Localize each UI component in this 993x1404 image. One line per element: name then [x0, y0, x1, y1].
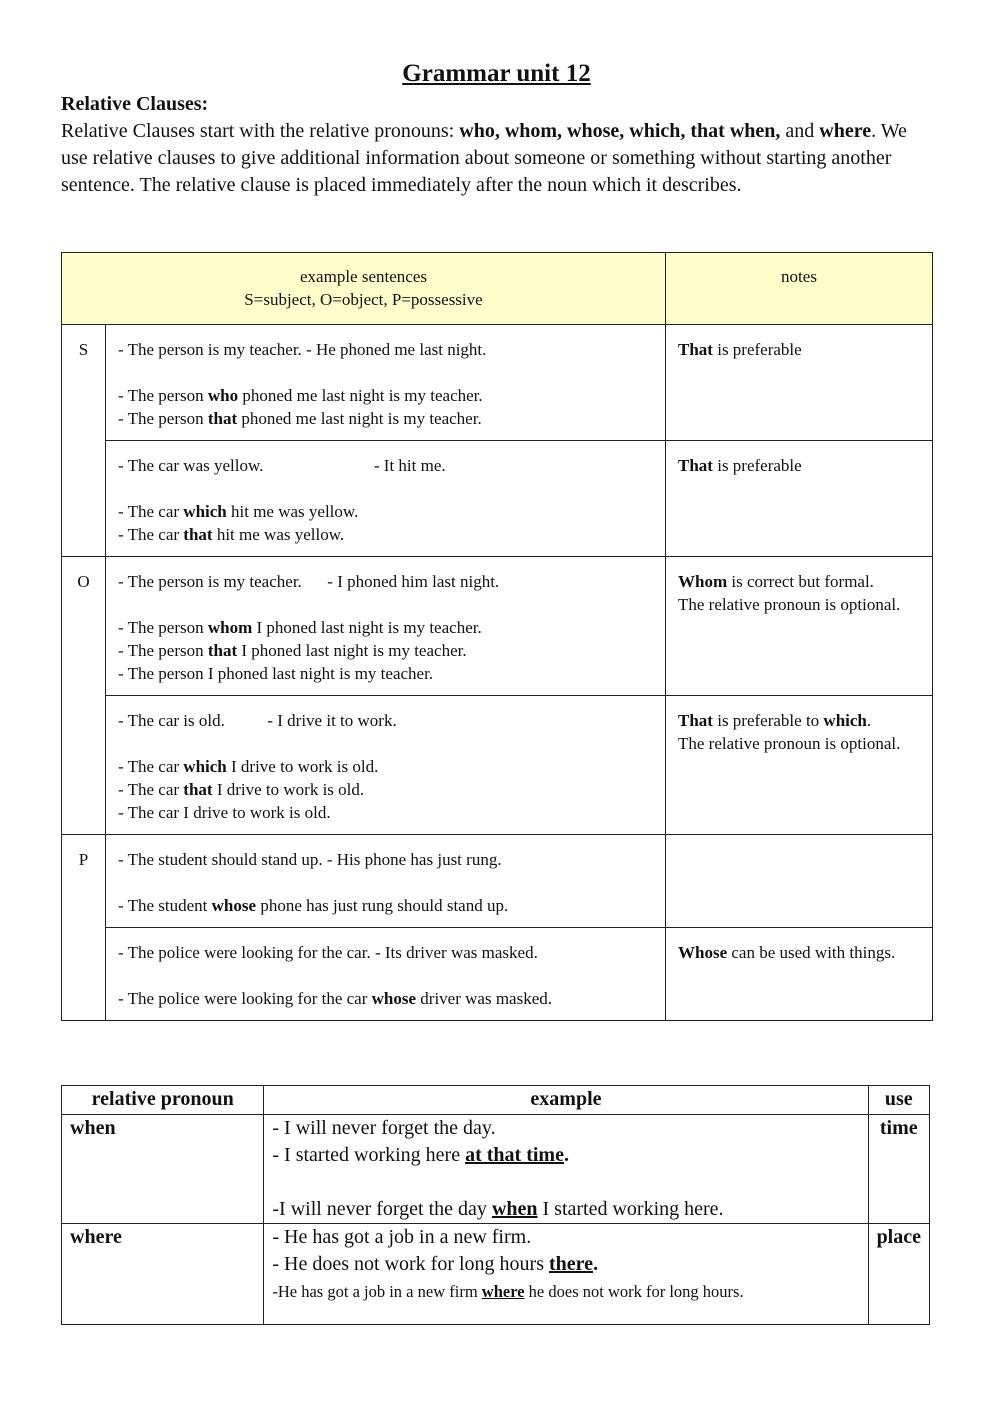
pronoun-cell: when [62, 1115, 264, 1224]
pronoun-usage-table [61, 1085, 930, 1325]
example-line: - The car I drive to work is old. [118, 803, 331, 822]
example-cell [106, 696, 666, 835]
example-line: -I will never forget the day when I started working here. [272, 1198, 724, 1220]
source-sentences: - The car is old. - I drive it to work. [118, 711, 397, 730]
clause-type-code: P [62, 835, 106, 1021]
clause-type-code: S [62, 325, 106, 557]
header-example: example [264, 1086, 868, 1115]
example-line: - I will never forget the day. [272, 1117, 496, 1139]
examples-header-legend: S=subject, O=object, P=possessive [244, 290, 483, 309]
example-cell [106, 325, 666, 441]
table-row [62, 835, 933, 928]
example-line: -He has got a job in a new firm where he does not work for long hours. [272, 1282, 744, 1301]
table-row [62, 1115, 930, 1224]
example-cell [106, 557, 666, 696]
source-sentences: - The person is my teacher. - He phoned me last night. [118, 340, 487, 359]
example-line: - The car that hit me was yellow. [118, 525, 345, 544]
note-cell [666, 835, 933, 928]
table-row [62, 928, 933, 1021]
intro-paragraph [61, 118, 931, 199]
table-row [62, 325, 933, 441]
example-cell [264, 1224, 868, 1325]
table-row [62, 1224, 930, 1325]
header-use: use [868, 1086, 929, 1115]
source-sentences: - The police were looking for the car. - Its driver was masked. [118, 943, 538, 962]
note-cell: Whom is correct but formal. The relative pronoun is optional. [666, 557, 933, 696]
example-line: - The person whom I phoned last night is my teacher. [118, 618, 482, 637]
example-line: - He does not work for long hours there. [272, 1253, 599, 1275]
example-line: - The car that I drive to work is old. [118, 780, 365, 799]
examples-table-header [62, 253, 933, 325]
example-cell [106, 441, 666, 557]
example-line: - The person I phoned last night is my teacher. [118, 664, 434, 683]
source-sentences: - The person is my teacher. - I phoned him last night. [118, 572, 500, 591]
table-row [62, 557, 933, 696]
table-row [62, 441, 933, 557]
example-line: - The car which I drive to work is old. [118, 757, 379, 776]
use-cell: place [868, 1224, 929, 1325]
examples-table [61, 252, 933, 1021]
note-line-2: The relative pronoun is optional. [678, 734, 901, 753]
example-line: - The person who phoned me last night is my teacher. [118, 386, 483, 405]
notes-header-cell: notes [666, 253, 933, 325]
header-relative-pronoun: relative pronoun [62, 1086, 264, 1115]
note-cell: Whose can be used with things. [666, 928, 933, 1021]
intro-text-3: . We use relative clauses to give additional information about someone or something without starting another sentence. The relative clause is placed immediately after the noun which it describes. [61, 120, 907, 196]
example-line: - I started working here at that time. [272, 1144, 569, 1166]
example-line: - The police were looking for the car whose driver was masked. [118, 989, 553, 1008]
example-line: - The person that phoned me last night is my teacher. [118, 409, 482, 428]
intro-where: where [819, 120, 872, 142]
example-cell [264, 1115, 868, 1224]
example-line: - The person that I phoned last night is my teacher. [118, 641, 467, 660]
table-row [62, 696, 933, 835]
note-cell: That is preferable [666, 441, 933, 557]
section-heading: Relative Clauses: [61, 93, 209, 115]
intro-text-1: Relative Clauses start with the relative pronouns: [61, 120, 460, 142]
example-cell [106, 928, 666, 1021]
example-cell [106, 835, 666, 928]
example-line: - The car which hit me was yellow. [118, 502, 359, 521]
usage-table-header [62, 1086, 930, 1115]
page-title: Grammar unit 12 [402, 60, 591, 87]
note-cell: That is preferable [666, 325, 933, 441]
use-cell: time [868, 1115, 929, 1224]
intro-text-2: and [780, 120, 820, 142]
note-line-2: The relative pronoun is optional. [678, 595, 901, 614]
source-sentences: - The student should stand up. - His phone has just rung. [118, 850, 502, 869]
pronoun-cell: where [62, 1224, 264, 1325]
example-line: - He has got a job in a new firm. [272, 1226, 532, 1248]
note-cell: That is preferable to which. The relative pronoun is optional. [666, 696, 933, 835]
clause-type-code: O [62, 557, 106, 835]
examples-header-title: example sentences [300, 267, 427, 286]
intro-pronoun-list: who, whom, whose, which, that when, [459, 120, 781, 142]
example-line: - The student whose phone has just rung should stand up. [118, 896, 509, 915]
source-sentences: - The car was yellow. - It hit me. [118, 456, 446, 475]
examples-header-cell [62, 253, 666, 325]
